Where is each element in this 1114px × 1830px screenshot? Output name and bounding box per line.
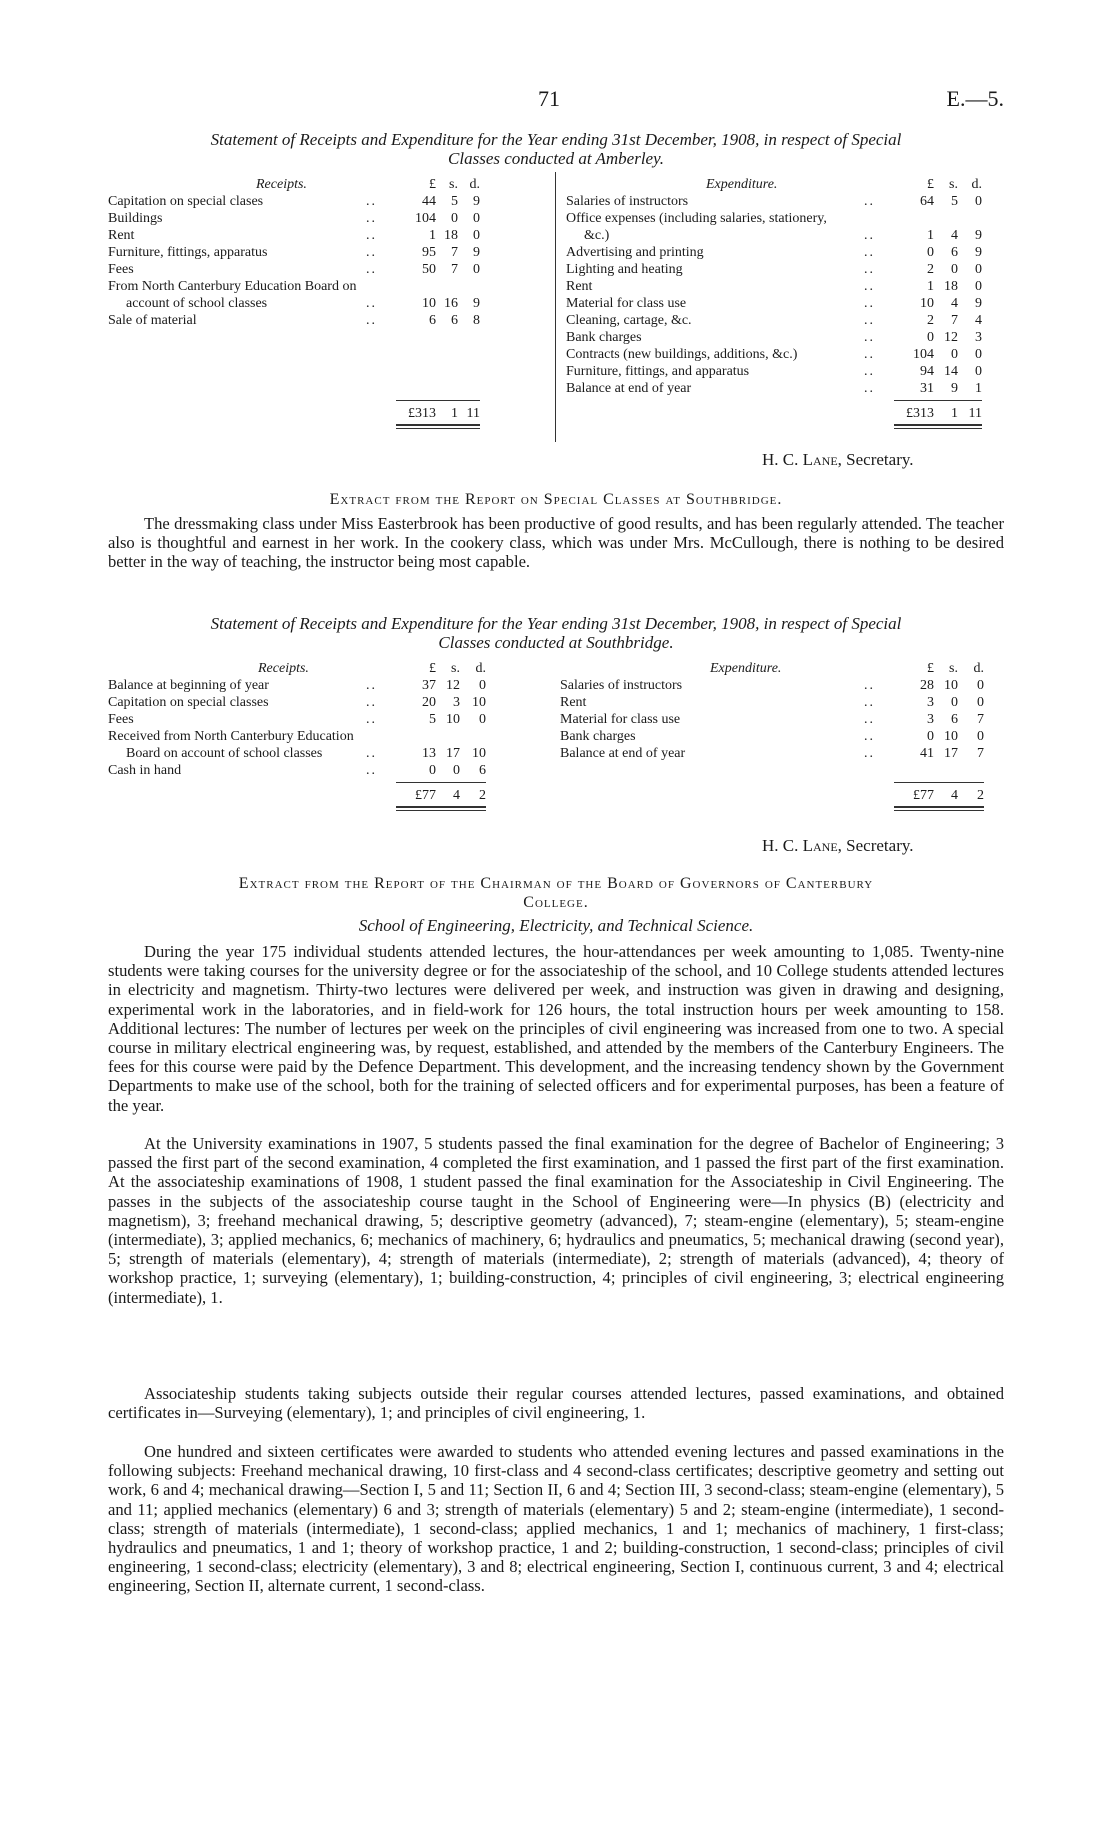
leader-dots: .. [366,712,377,727]
leader-dots: .. [864,245,875,260]
ledger-row [108,278,558,295]
ledger-amount: 5 10 0 [429,712,486,727]
leader-dots: .. [864,228,875,243]
ledger-row [108,728,558,745]
ledger-row [560,677,1004,694]
amberley-expenditure-table [566,176,1004,430]
ledger-row [566,295,1004,312]
ledger-row [108,227,558,244]
ledger-label: Salaries of instructors [566,194,689,209]
currency-headers: £ s. d. [927,177,982,192]
ledger-label: Contracts (new buildings, additions, &c.) [566,347,798,362]
ledger-row [566,261,1004,278]
ledger-row [108,762,558,779]
leader-dots: .. [864,347,875,362]
ledger-label: Furniture, fittings, and apparatus [566,364,750,379]
ledger-label: Cleaning, cartage, &c. [566,313,692,328]
ledger-row [108,312,558,329]
page-number: 71 [538,86,560,111]
leader-dots: .. [864,729,875,744]
ledger-label: Balance at beginning of year [108,678,269,693]
leader-dots: .. [864,381,875,396]
amberley-receipts-table [108,176,558,430]
ledger-label: Buildings [108,211,163,226]
total-row [566,405,1004,422]
southbridge-receipts-table [108,660,558,812]
currency-headers: £ s. d. [429,661,486,676]
southbridge-signature: H. C. Lane, Secretary. [762,836,914,855]
currency-headers: £ s. d. [429,177,480,192]
total-amount: £313 1 11 [408,406,480,421]
amberley-signature: H. C. Lane, Secretary. [762,450,914,469]
ledger-row [108,244,558,261]
ledger-label: Material for class use [566,296,687,311]
amberley-statement-title: Statement of Receipts and Expenditure for the Year ending 31st December, 1908, in respect of Special Classes conducted at Amberley. [210,130,902,168]
ledger-row [566,312,1004,329]
ledger-amount: 50 7 0 [422,262,480,277]
chairman-extract-heading: Extract from the Report of the Chairman of the Board of Governors of Canterbury College. [238,875,874,911]
ledger-amount: 95 7 9 [422,245,480,260]
table-header-row [566,176,1004,193]
ledger-amount: 41 17 7 [920,746,984,761]
ledger-amount: 31 9 1 [920,381,982,396]
ledger-amount: 64 5 0 [920,194,982,209]
ledger-row [566,329,1004,346]
leader-dots: .. [366,262,377,277]
ledger-row [566,210,1004,227]
chairman-paragraph-4: One hundred and sixteen certificates were awarded to students who attended evening lectures and passed examinations in the following subjects: Freehand mechanical drawing, 10 first-class and 4 second-class certificates; descriptive geometry and setting out work, 6 and 4; mechanical drawing—Section I, 5 and 11; Section II, 6 and 4; Section III, 3 second-class; steam-engine (elementary), 5 and 11; applied mechanics (elementary) 6 and 3; strength of materials (elementary) 5 and 2; steam-engine (intermediate), 1 second-class; strength of materials (intermediate), 1 second-class; applied mechanics, 1 and 1; mechanics of machinery, 1 first-class; hydraulics and pneumatics, 1 and 1; theory of workshop practice, 1 and 2; building-construction, 1 second-class; principles of civil engineering, 1 second-class; electricity (elementary), 3 and 8; electrical engineering, Section I, continuous current, 3 and 4; electrical engineering, Section II, alternate current, 1 second-class. [108,1442,1004,1596]
ledger-label: Balance at end of year [560,746,686,761]
school-subheading: School of Engineering, Electricity, and Technical Science. [358,916,754,935]
ledger-label: Furniture, fittings, apparatus [108,245,268,260]
ledger-label: From North Canterbury Education Board on [108,279,357,294]
page-header [108,86,1004,116]
ledger-amount: 0 12 3 [927,330,982,345]
ledger-row [108,711,558,728]
leader-dots: .. [864,279,875,294]
southbridge-expenditure-table [560,660,1004,812]
ledger-label: Fees [108,712,134,727]
ledger-row [560,745,1004,762]
leader-dots: .. [366,194,377,209]
ledger-label: Capitation on special classes [108,695,269,710]
ledger-row [566,346,1004,363]
document-page [108,0,1004,1830]
ledger-row [560,711,1004,728]
chairman-paragraph-3: Associateship students taking subjects outside their regular courses attended lectures, passed examinations, and obtained certificates in—Surveying (elementary), 1; and principles of civil engineering, 1. [108,1384,1004,1423]
ledger-amount: 3 6 7 [927,712,984,727]
ledger-amount: 0 10 0 [927,729,984,744]
ledger-label: Bank charges [566,330,642,345]
ledger-amount: 104 0 0 [415,211,480,226]
ledger-label: Sale of material [108,313,197,328]
chairman-paragraph-1: During the year 175 individual students attended lectures, the hour-attendances per week amounting to 1,085. Twenty-nine students were taking courses for the university degree or for the associateship of the school, and 10 College students attended lectures in electricity and magnetism. Thirty-two lectures were delivered per week, and instruction was given in drawing and designing, experimental work in the laboratories, and in field-work for 126 hours, the total instruction hours per week amounting to 158. Additional lectures: The number of lectures per week on the principles of civil engineering was increased from one to two. A special course in military electrical engineering was, by request, established, and attended by the members of the Canterbury Engineers. The fees for this course were paid by the Defence Department. This development, and the increasing tendency shown by the Government Departments to make use of the school, both for the training of selected officers and for experimental purposes, has been a feature of the year. [108,942,1004,1115]
ledger-label: account of school classes [126,296,268,311]
ledger-label: Received from North Canterbury Education [108,729,354,744]
ledger-label: Capitation on special clases [108,194,264,209]
leader-dots: .. [864,364,875,379]
ledger-amount: 2 7 4 [927,313,982,328]
currency-headers: £ s. d. [927,661,984,676]
ledger-row [566,363,1004,380]
table-header-row [560,660,1004,677]
table-header-row [108,176,558,193]
leader-dots: .. [864,746,875,761]
ledger-amount: 104 0 0 [913,347,982,362]
total-amount: £77 4 2 [415,788,486,803]
leader-dots: .. [366,313,377,328]
leader-dots: .. [864,194,875,209]
ledger-amount: 13 17 10 [422,746,486,761]
leader-dots: .. [864,712,875,727]
ledger-row [108,210,558,227]
ledger-row [108,745,558,762]
ledger-label: Advertising and printing [566,245,704,260]
ledger-label: Material for class use [560,712,681,727]
ledger-amount: 1 4 9 [927,228,982,243]
ledger-amount: 20 3 10 [422,695,486,710]
leader-dots: .. [366,763,377,778]
leader-dots: .. [366,296,377,311]
ledger-label: Cash in hand [108,763,182,778]
ledger-amount: 1 18 0 [429,228,480,243]
total-row [108,405,558,422]
ledger-amount: 94 14 0 [920,364,982,379]
southbridge-extract-heading: Extract from the Report on Special Classes at Southbridge. [329,491,783,508]
ledger-row [566,244,1004,261]
ledger-amount: 2 0 0 [927,262,982,277]
ledger-row [566,380,1004,397]
leader-dots: .. [864,262,875,277]
leader-dots: .. [366,746,377,761]
leader-dots: .. [366,245,377,260]
ledger-amount: 10 4 9 [920,296,982,311]
ledger-label: Rent [560,695,587,710]
ledger-amount: 6 6 8 [429,313,480,328]
ledger-amount: 37 12 0 [422,678,486,693]
total-row [560,787,1004,804]
ledger-label: Salaries of instructors [560,678,683,693]
ledger-row [560,694,1004,711]
ledger-label: Rent [108,228,135,243]
ledger-amount: 0 0 6 [429,763,486,778]
ledger-row [108,677,558,694]
ledger-amount: 10 16 9 [422,296,480,311]
table-heading: Expenditure. [706,177,778,192]
leader-dots: .. [864,296,875,311]
leader-dots: .. [864,695,875,710]
ledger-amount: 1 18 0 [927,279,982,294]
ledger-amount: 44 5 9 [422,194,480,209]
ledger-row [566,193,1004,210]
ledger-row [566,227,1004,244]
ledger-amount: 28 10 0 [920,678,984,693]
chairman-paragraph-2: At the University examinations in 1907, 5 students passed the final examination for the degree of Bachelor of Engineering; 3 passed the first part of the second examination, 4 completed the first examination, and 1 passed the first part of the first examination. At the associateship examinations of 1908, 1 student passed the final examination for the Associateship in Civil Engineering. The passes in the subjects of the associateship course taught in the School of Engineering were—In physics (B) (electricity and magnetism), 3; freehand mechanical drawing, 5; descriptive geometry (advanced), 7; steam-engine (elementary), 5; steam-engine (intermediate), 3; applied mechanics, 6; mechanics of machinery, 6; hydraulics and pneumatics, 5; mechanical drawing (second year), 5; strength of materials (elementary), 4; strength of materials (intermediate), 2; strength of materials (advanced), 4; theory of workshop practice, 1; surveying (elementary), 1; building-construction, 4; principles of civil engineering, 3; electrical engineering (intermediate), 1. [108,1134,1004,1307]
table-heading: Receipts. [256,177,307,192]
ledger-label: Balance at end of year [566,381,692,396]
ledger-amount: 3 0 0 [927,695,984,710]
ledger-label: Office expenses (including salaries, stationery, [566,211,827,226]
leader-dots: .. [366,228,377,243]
ledger-label: Board on account of school classes [126,746,323,761]
ledger-row [108,295,558,312]
ledger-row [566,278,1004,295]
ledger-row [108,261,558,278]
series-code: E.—5. [946,86,1004,111]
ledger-label: &c.) [584,228,610,243]
table-divider [555,172,556,442]
leader-dots: .. [864,678,875,693]
leader-dots: .. [366,211,377,226]
ledger-row [108,193,558,210]
ledger-row [108,694,558,711]
leader-dots: .. [366,678,377,693]
leader-dots: .. [864,330,875,345]
table-header-row [108,660,558,677]
table-heading: Expenditure. [710,661,782,676]
total-row [108,787,558,804]
table-heading: Receipts. [258,661,309,676]
ledger-row [560,728,1004,745]
total-amount: £77 4 2 [913,788,984,803]
total-amount: £313 1 11 [906,406,982,421]
ledger-amount: 0 6 9 [927,245,982,260]
southbridge-extract-paragraph: The dressmaking class under Miss Easterbrook has been productive of good results, and has been regularly attended. The teacher also is thoughtful and earnest in her work. In the cookery class, which was under Mrs. McCullough, there is nothing to be desired better in the way of teaching, the instructor being most capable. [108,514,1004,572]
ledger-label: Rent [566,279,593,294]
ledger-label: Lighting and heating [566,262,683,277]
ledger-label: Bank charges [560,729,636,744]
ledger-label: Fees [108,262,134,277]
leader-dots: .. [366,695,377,710]
leader-dots: .. [864,313,875,328]
southbridge-statement-title: Statement of Receipts and Expenditure for the Year ending 31st December, 1908, in respect of Special Classes conducted at Southbridge. [210,614,902,652]
